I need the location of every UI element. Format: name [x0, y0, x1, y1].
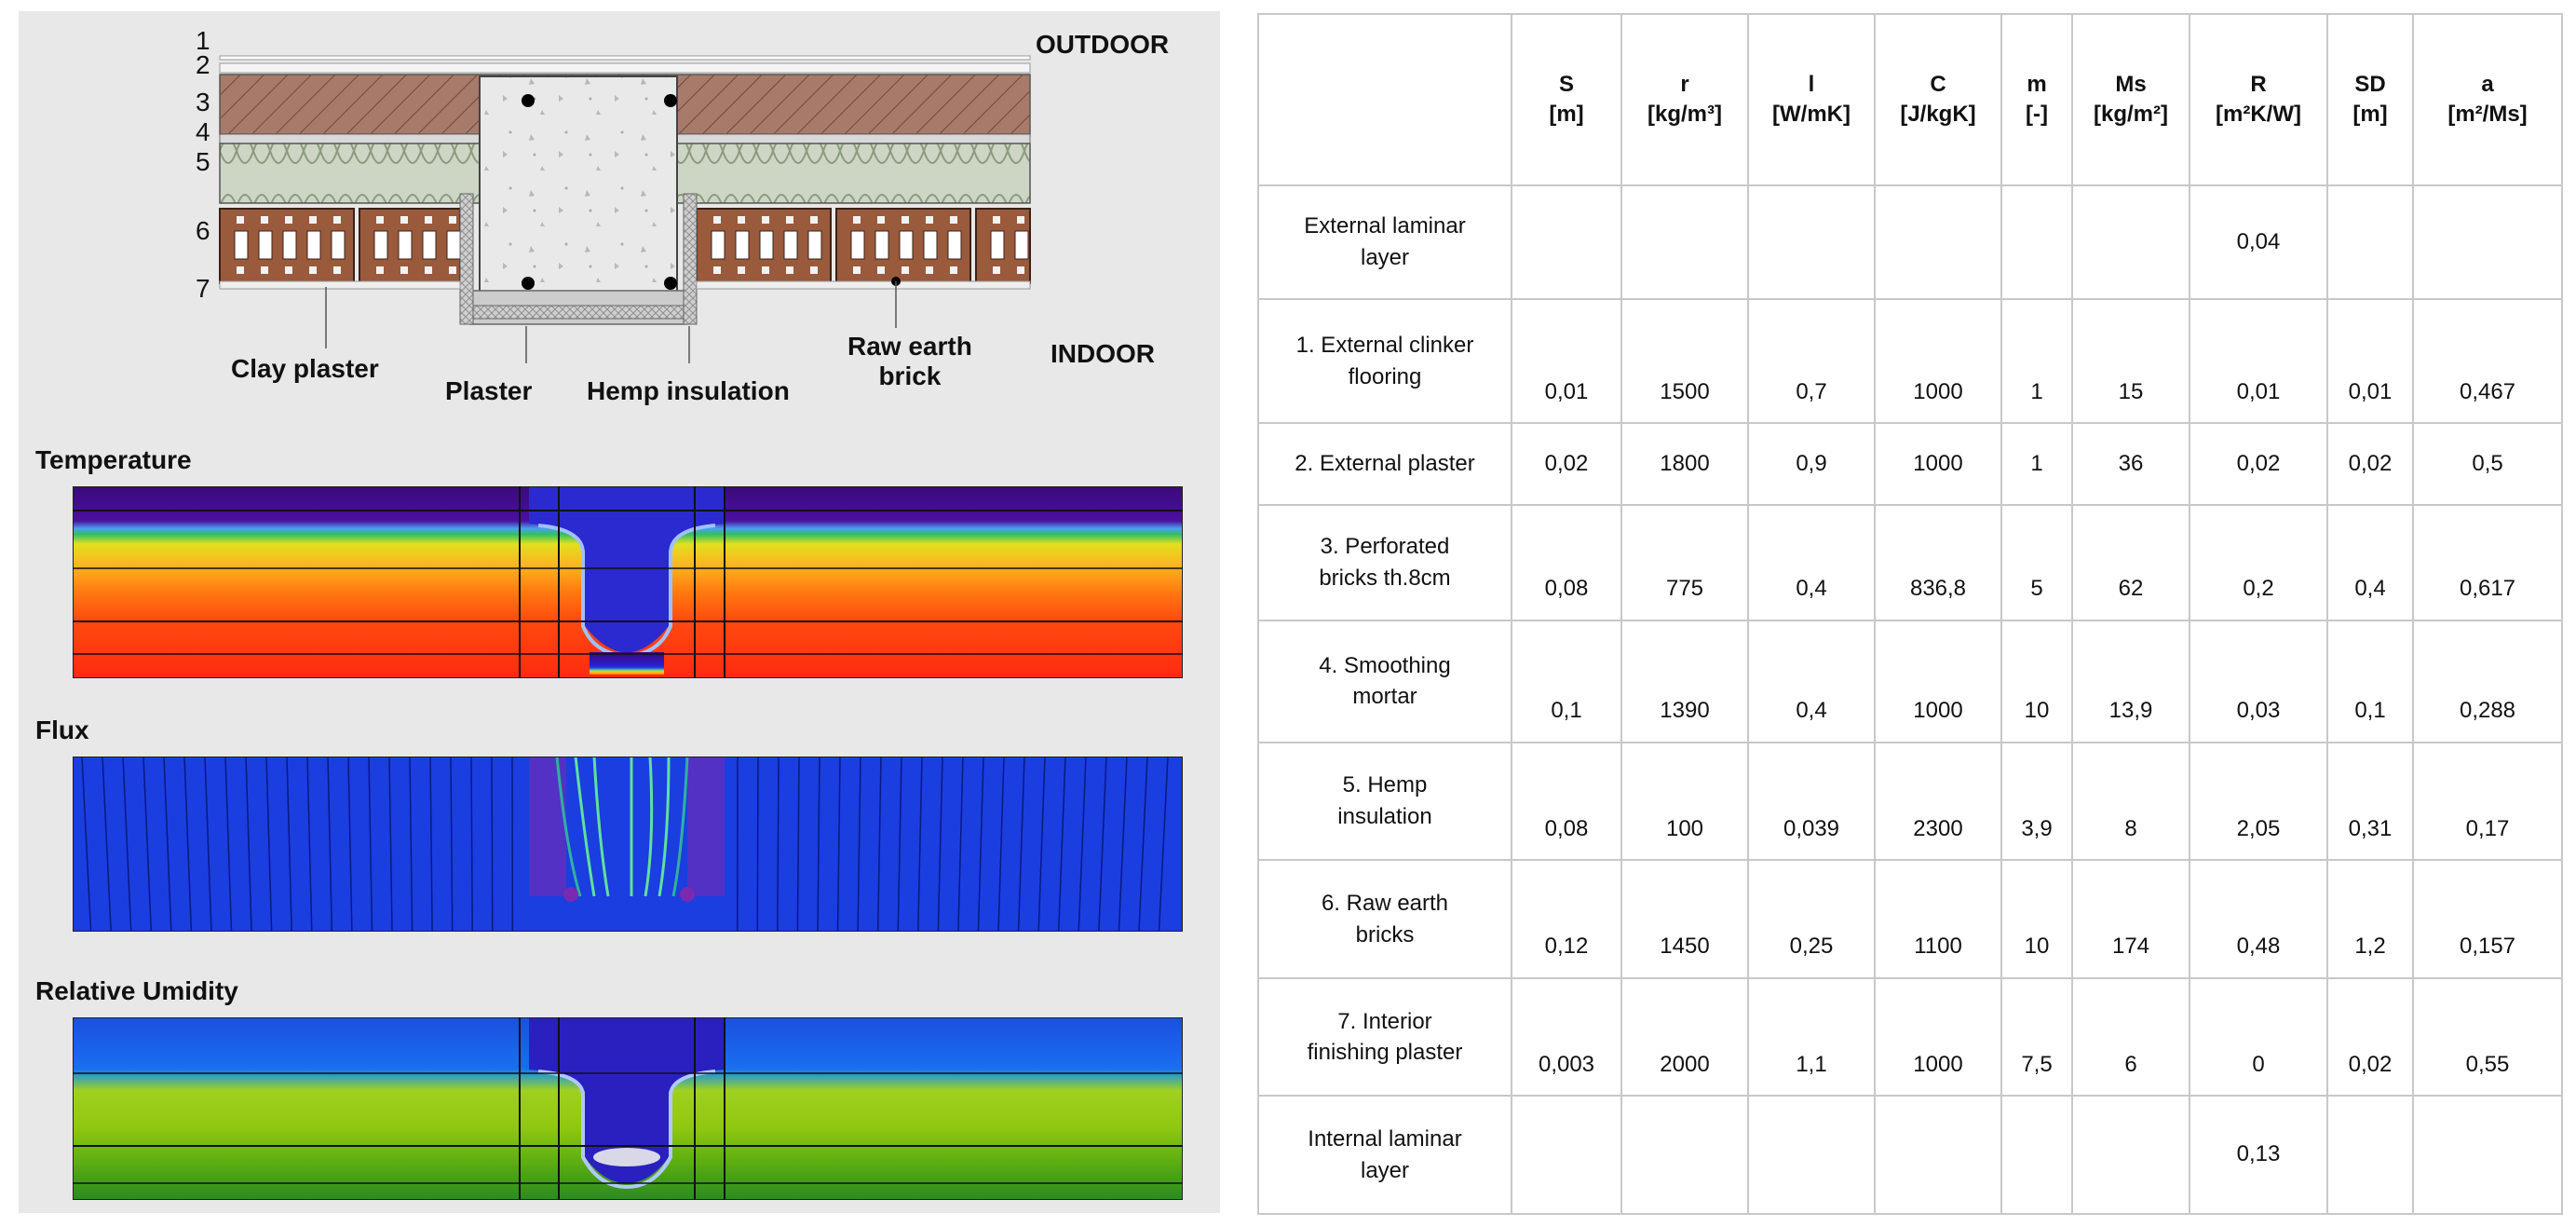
value-cell: 0,02 — [2327, 423, 2413, 504]
value-cell — [2327, 1096, 2413, 1214]
column-unit: [J/kgK] — [1900, 102, 1976, 127]
column-symbol: l — [1808, 71, 1815, 97]
layer-number: 4 — [196, 117, 210, 146]
column-header — [2072, 14, 2190, 185]
column-header — [1512, 14, 1621, 185]
value-cell — [1748, 1096, 1875, 1214]
value-cell: 10 — [2001, 620, 2072, 743]
column-symbol: a — [2481, 71, 2494, 97]
value-cell — [1512, 185, 1621, 299]
indoor-label: INDOOR — [1051, 339, 1155, 368]
value-cell: 0,48 — [2190, 860, 2327, 978]
value-cell: 0,4 — [1748, 620, 1875, 743]
column-header — [2413, 14, 2562, 185]
layer-name-line: insulation — [1337, 804, 1432, 830]
value-cell: 0,4 — [2327, 505, 2413, 620]
layer-name-line: 5. Hemp — [1342, 772, 1428, 798]
value-cell — [2413, 1096, 2562, 1214]
value-cell: 0,617 — [2413, 505, 2562, 620]
value-cell: 1500 — [1621, 299, 1748, 423]
value-cell: 0 — [2190, 978, 2327, 1097]
value-cell: 0,02 — [1512, 423, 1621, 504]
value-cell: 1 — [2001, 423, 2072, 504]
value-cell: 0,467 — [2413, 299, 2562, 423]
value-cell — [2072, 185, 2190, 299]
layer-number: 3 — [196, 88, 210, 116]
value-cell: 836,8 — [1875, 505, 2001, 620]
layer-name-line: flooring — [1348, 363, 1422, 389]
layer-name-line: 4. Smoothing — [1319, 652, 1451, 678]
column-unit: [m] — [2352, 102, 2388, 127]
value-cell: 0,01 — [1512, 299, 1621, 423]
value-cell: 0,03 — [2190, 620, 2327, 743]
value-cell: 0,25 — [1748, 860, 1875, 978]
layer-name-cell — [1258, 743, 1512, 861]
layer-name-line: bricks — [1355, 921, 1415, 948]
value-cell: 0,01 — [2327, 299, 2413, 423]
value-cell: 1,1 — [1748, 978, 1875, 1097]
column-symbol: C — [1930, 71, 1946, 97]
value-cell: 0,55 — [2413, 978, 2562, 1097]
layer-number: 5 — [196, 147, 210, 176]
value-cell: 0,2 — [2190, 505, 2327, 620]
value-cell: 0,02 — [2327, 978, 2413, 1097]
column-symbol: S — [1558, 71, 1574, 97]
value-cell — [2001, 185, 2072, 299]
value-cell: 13,9 — [2072, 620, 2190, 743]
humidity-map — [73, 1017, 1183, 1200]
table-row — [1258, 1096, 2562, 1214]
column-unit: [kg/m³] — [1647, 102, 1722, 127]
value-cell: 1000 — [1875, 299, 2001, 423]
value-cell: 1390 — [1621, 620, 1748, 743]
value-cell: 0,08 — [1512, 743, 1621, 861]
header-empty-cell — [1258, 14, 1512, 185]
value-cell: 0,02 — [2190, 423, 2327, 504]
value-cell: 2300 — [1875, 743, 2001, 861]
column-symbol: Ms — [2115, 71, 2147, 97]
value-cell: 2,05 — [2190, 743, 2327, 861]
table-row — [1258, 860, 2562, 978]
layer-name-cell — [1258, 860, 1512, 978]
value-cell: 0,31 — [2327, 743, 2413, 861]
value-cell — [1621, 1096, 1748, 1214]
value-cell: 0,1 — [1512, 620, 1621, 743]
value-cell: 0,4 — [1748, 505, 1875, 620]
column-header — [2327, 14, 2413, 185]
temperature-title: Temperature — [35, 445, 192, 474]
layer-name-cell — [1258, 978, 1512, 1097]
layer-name-cell — [1258, 185, 1512, 299]
callout-plaster: Plaster — [445, 376, 533, 405]
column-unit: [-] — [2026, 102, 2048, 127]
flux-map — [73, 757, 1183, 932]
callout-raw-earth-brick-line2: brick — [878, 361, 942, 390]
layer-name-line: mortar — [1352, 684, 1417, 710]
table-row — [1258, 423, 2562, 504]
callout-raw-earth-brick — [847, 332, 972, 391]
value-cell: 36 — [2072, 423, 2190, 504]
value-cell: 0,1 — [2327, 620, 2413, 743]
column-symbol: SD — [2354, 71, 2386, 97]
value-cell — [1748, 185, 1875, 299]
flux-title: Flux — [35, 716, 89, 744]
layer-number: 6 — [196, 216, 210, 245]
value-cell — [1875, 1096, 2001, 1214]
value-cell: 0,003 — [1512, 978, 1621, 1097]
column-header — [1875, 14, 2001, 185]
table-row — [1258, 185, 2562, 299]
value-cell: 174 — [2072, 860, 2190, 978]
value-cell: 0,288 — [2413, 620, 2562, 743]
value-cell: 62 — [2072, 505, 2190, 620]
layer-number: 2 — [196, 50, 210, 79]
layer-number: 7 — [196, 274, 210, 303]
layer-name-line: 2. External plaster — [1295, 451, 1475, 477]
layer-name-line: layer — [1360, 1157, 1410, 1183]
table-row — [1258, 620, 2562, 743]
value-cell: 1800 — [1621, 423, 1748, 504]
callout-raw-earth-brick-line1: Raw earth — [847, 332, 972, 361]
value-cell: 0,04 — [2190, 185, 2327, 299]
table-header-row — [1258, 14, 2562, 185]
value-cell: 100 — [1621, 743, 1748, 861]
column-unit: [kg/m²] — [2094, 102, 2168, 127]
layer-name-cell — [1258, 423, 1512, 504]
value-cell: 775 — [1621, 505, 1748, 620]
value-cell — [2327, 185, 2413, 299]
left-figure-panel — [19, 11, 1220, 1213]
layer-name-line: 1. External clinker — [1295, 333, 1474, 359]
material-properties-table — [1257, 13, 2563, 1215]
column-header — [2190, 14, 2327, 185]
value-cell: 7,5 — [2001, 978, 2072, 1097]
column-symbol: R — [2250, 71, 2267, 97]
layer-name-cell — [1258, 1096, 1512, 1214]
table-row — [1258, 978, 2562, 1097]
value-cell: 1000 — [1875, 978, 2001, 1097]
temperature-map — [73, 486, 1183, 678]
value-cell — [2001, 1096, 2072, 1214]
value-cell — [1512, 1096, 1621, 1214]
column-header — [1621, 14, 1748, 185]
value-cell: 1100 — [1875, 860, 2001, 978]
value-cell: 2000 — [1621, 978, 1748, 1097]
value-cell: 3,9 — [2001, 743, 2072, 861]
properties-table-panel — [1257, 13, 2561, 1215]
table-row — [1258, 743, 2562, 861]
value-cell: 5 — [2001, 505, 2072, 620]
value-cell: 0,01 — [2190, 299, 2327, 423]
column-unit: [W/mK] — [1772, 102, 1851, 127]
callout-hemp-insulation: Hemp insulation — [587, 376, 790, 405]
value-cell: 0,08 — [1512, 505, 1621, 620]
column-header — [2001, 14, 2072, 185]
layer-name-line: Internal laminar — [1308, 1126, 1462, 1152]
value-cell: 0,9 — [1748, 423, 1875, 504]
value-cell: 10 — [2001, 860, 2072, 978]
callout-clay-plaster: Clay plaster — [231, 354, 379, 383]
column-unit: [m] — [1549, 102, 1584, 127]
humidity-title: Relative Umidity — [35, 976, 238, 1005]
value-cell: 0,12 — [1512, 860, 1621, 978]
table-row — [1258, 505, 2562, 620]
layer-name-line: External laminar — [1304, 213, 1466, 239]
value-cell: 6 — [2072, 978, 2190, 1097]
table-row — [1258, 299, 2562, 423]
column-header — [1748, 14, 1875, 185]
layer-name-cell — [1258, 620, 1512, 743]
layer-name-cell — [1258, 505, 1512, 620]
value-cell: 0,039 — [1748, 743, 1875, 861]
layer-number: 1 — [196, 26, 210, 55]
value-cell: 1000 — [1875, 620, 2001, 743]
value-cell: 1450 — [1621, 860, 1748, 978]
outdoor-label: OUTDOOR — [1036, 30, 1170, 59]
value-cell: 15 — [2072, 299, 2190, 423]
value-cell: 0,7 — [1748, 299, 1875, 423]
value-cell — [1875, 185, 2001, 299]
layer-name-cell — [1258, 299, 1512, 423]
value-cell: 1 — [2001, 299, 2072, 423]
layer-name-line: 3. Perforated — [1320, 534, 1450, 560]
value-cell: 0,13 — [2190, 1096, 2327, 1214]
value-cell: 1000 — [1875, 423, 2001, 504]
column-unit: [m²K/W] — [2216, 102, 2301, 127]
layer-name-line: 6. Raw earth — [1321, 890, 1449, 916]
column-symbol: r — [1680, 71, 1689, 97]
value-cell: 0,17 — [2413, 743, 2562, 861]
value-cell: 0,5 — [2413, 423, 2562, 504]
value-cell — [2072, 1096, 2190, 1214]
column-unit: [m²/Ms] — [2447, 102, 2528, 127]
column-symbol: m — [2027, 71, 2047, 97]
layer-name-line: layer — [1360, 245, 1410, 271]
value-cell: 8 — [2072, 743, 2190, 861]
value-cell — [2413, 185, 2562, 299]
value-cell — [1621, 185, 1748, 299]
layer-name-line: finishing plaster — [1307, 1040, 1463, 1066]
value-cell: 0,157 — [2413, 860, 2562, 978]
layer-name-line: bricks th.8cm — [1319, 565, 1451, 591]
layer-name-line: 7. Interior — [1337, 1008, 1432, 1034]
value-cell: 1,2 — [2327, 860, 2413, 978]
